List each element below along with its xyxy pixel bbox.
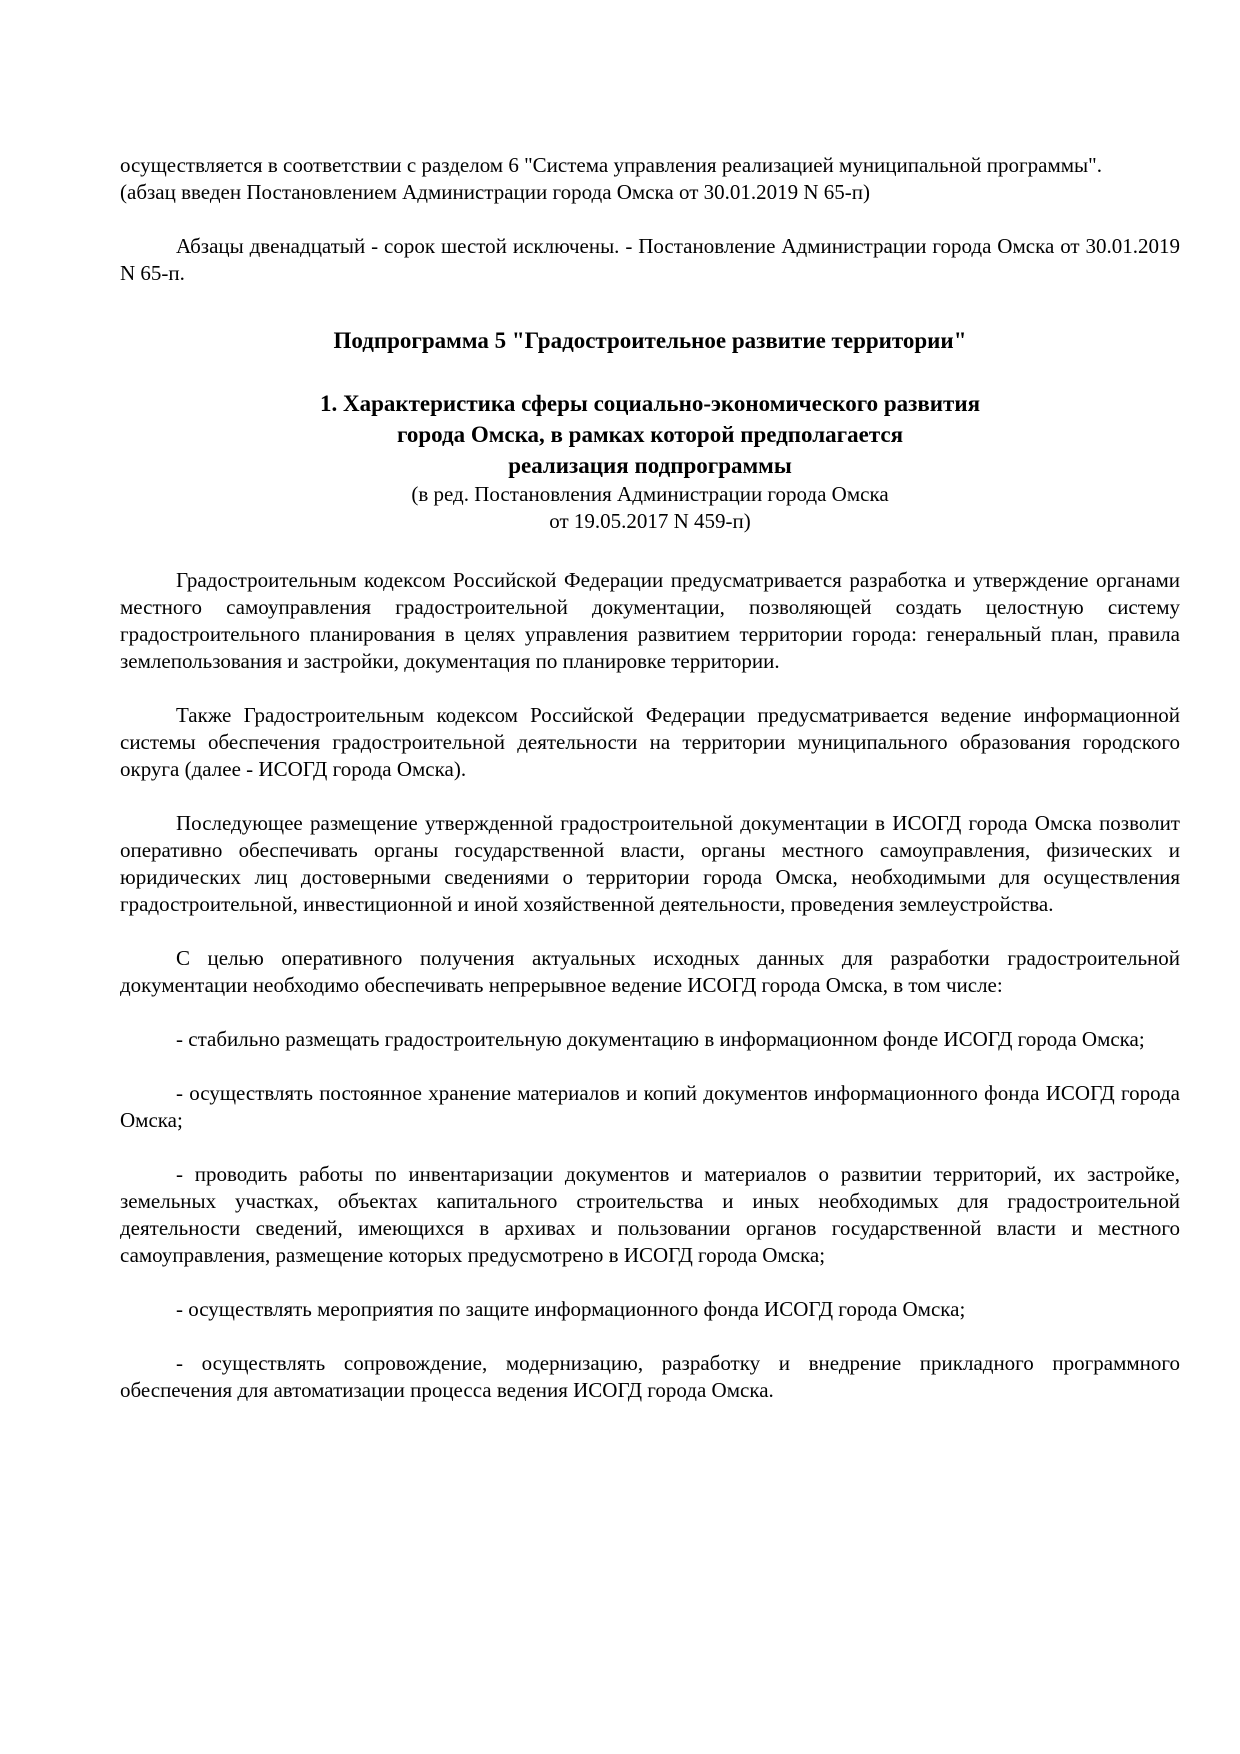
section-title-line: города Омска, в рамках которой предполагается <box>396 422 904 447</box>
excluded-note: Абзацы двенадцатый - сорок шестой исключены. - Постановление Администрации города Омска от 30.01.2019 N 65-п. <box>120 234 1180 285</box>
intro-text: осуществляется в соответствии с разделом 6 "Система управления реализацией муниципальной программы". <box>120 153 1102 177</box>
document-page <box>120 152 1180 1404</box>
list-item: - осуществлять сопровождение, модернизацию, разработку и внедрение прикладного программного обеспечения для автоматизации процесса ведения ИСОГД города Омска. <box>120 1351 1180 1402</box>
paragraph: Последующее размещение утвержденной градостроительной документации в ИСОГД города Омска позволит оперативно обеспечивать органы государственной власти, органы местного самоуправления, физических и юридических лиц достоверными сведениями о территории города Омска, необходимыми для осуществления градостроительной, инвестиционной и иной хозяйственной деятельности, проведения землеустройства. <box>120 811 1180 916</box>
edition-line: (в ред. Постановления Администрации города Омска <box>411 482 889 506</box>
subprogram-title: Подпрограмма 5 "Градостроительное развитие территории" <box>333 328 967 353</box>
section-title-line: реализация подпрограммы <box>508 453 792 478</box>
list-item: - осуществлять постоянное хранение материалов и копий документов информационного фонда ИСОГД города Омска; <box>120 1081 1180 1132</box>
paragraph: Также Градостроительным кодексом Российской Федерации предусматривается ведение информационной системы обеспечения градостроительной деятельности на территории муниципального образования городского округа (далее - ИСОГД города Омска). <box>120 703 1180 781</box>
list-item: - осуществлять мероприятия по защите информационного фонда ИСОГД города Омска; <box>176 1297 966 1321</box>
section-title-line: 1. Характеристика сферы социально-экономического развития <box>319 391 981 416</box>
paragraph: С целью оперативного получения актуальных исходных данных для разработки градостроительной документации необходимо обеспечивать непрерывное ведение ИСОГД города Омска, в том числе: <box>120 946 1180 997</box>
edition-note <box>120 481 1180 535</box>
section-title <box>120 388 1180 481</box>
list-item: - проводить работы по инвентаризации документов и материалов о развитии территорий, их застройке, земельных участках, объектах капитального строительства и иных необходимых для градостроительной деятельности сведений, имеющихся в архивах и пользовании органов государственной власти и местного самоуправления, размещение которых предусмотрено в ИСОГД города Омска; <box>120 1162 1180 1267</box>
amendment-note: (абзац введен Постановлением Администрации города Омска от 30.01.2019 N 65-п) <box>120 180 871 204</box>
edition-line: от 19.05.2017 N 459-п) <box>549 509 751 533</box>
paragraph: Градостроительным кодексом Российской Федерации предусматривается разработка и утверждение органами местного самоуправления градостроительной документации, позволяющей создать целостную систему градостроительного планирования в целях управления развитием территории города: генеральный план, правила землепользования и застройки, документация по планировке территории. <box>120 568 1180 673</box>
list-item: - стабильно размещать градостроительную документацию в информационном фонде ИСОГД города Омска; <box>176 1027 1145 1051</box>
